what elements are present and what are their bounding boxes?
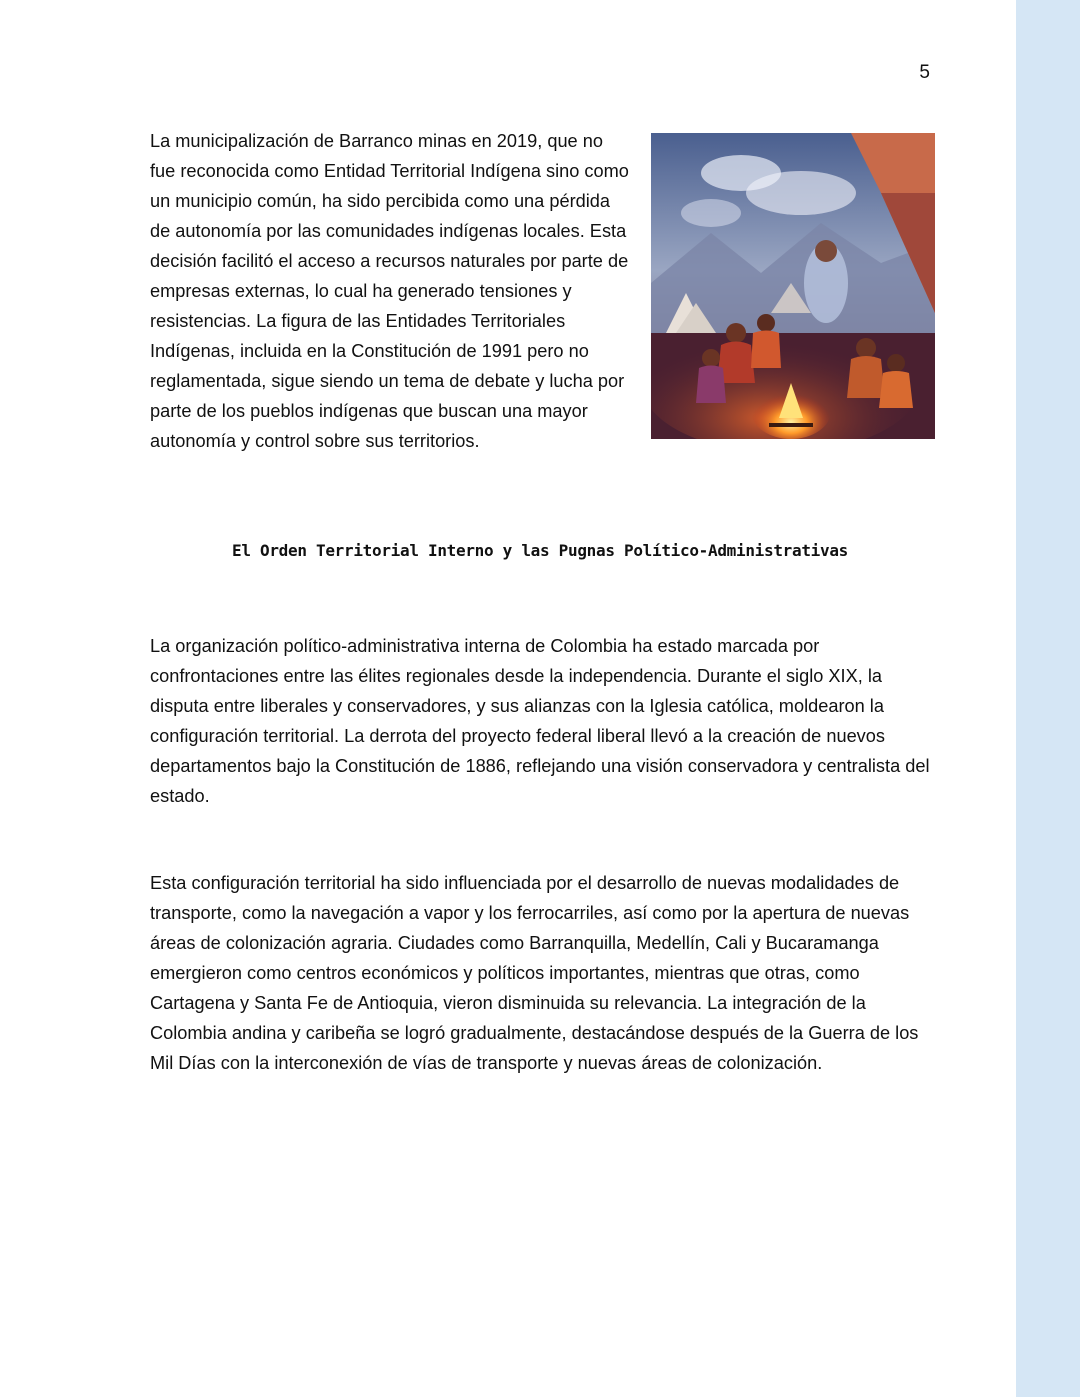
- page-number: 5: [919, 62, 930, 83]
- paragraph-organizacion-politico-administrativa: La organización político-administrativa interna de Colombia ha estado marcada por confrontaciones entre las élites regionales desde la independencia. Durante el siglo XIX, la disputa entre liberales y conservadores, y sus alianzas con la Iglesia católica, moldearon la configuración territorial. La derrota del proyecto federal liberal llevó a la creación de nuevos departamentos bajo la Constitución de 1886, reflejando una visión conservadora y centralista del estado.: [150, 636, 930, 806]
- section-heading: El Orden Territorial Interno y las Pugnas Político-Administrativas: [232, 541, 848, 560]
- indigenous-campfire-illustration: [651, 133, 935, 439]
- paragraph-configuracion-territorial: Esta configuración territorial ha sido influenciada por el desarrollo de nuevas modalidades de transporte, como la navegación a vapor y los ferrocarriles, así como por la apertura de nuevas áreas de colonización agraria. Ciudades como Barranquilla, Medellín, Cali y Bucaramanga emergieron como centros económicos y políticos importantes, mientras que otras, como Cartagena y Santa Fe de Antioquia, vieron disminuida su relevancia. La integración de la Colombia andina y caribeña se logró gradualmente, destacándose después de la Guerra de los Mil Días con la interconexión de vías de transporte y nuevas áreas de colonización.: [150, 873, 919, 1073]
- paragraph-barranco-minas: La municipalización de Barranco minas en 2019, que no fue reconocida como Entidad Territorial Indígena sino como un municipio común, ha sido percibida como una pérdida de autonomía por las comunidades indígenas locales. Esta decisión facilitó el acceso a recursos naturales por parte de empresas externas, lo cual ha generado tensiones y resistencias. La figura de las Entidades Territoriales Indígenas, incluida en la Constitución de 1991 pero no reglamentada, sigue siendo un tema de debate y lucha por parte de los pueblos indígenas que buscan una mayor autonomía y control sobre sus territorios.: [150, 131, 629, 451]
- side-strip: [1016, 0, 1080, 1397]
